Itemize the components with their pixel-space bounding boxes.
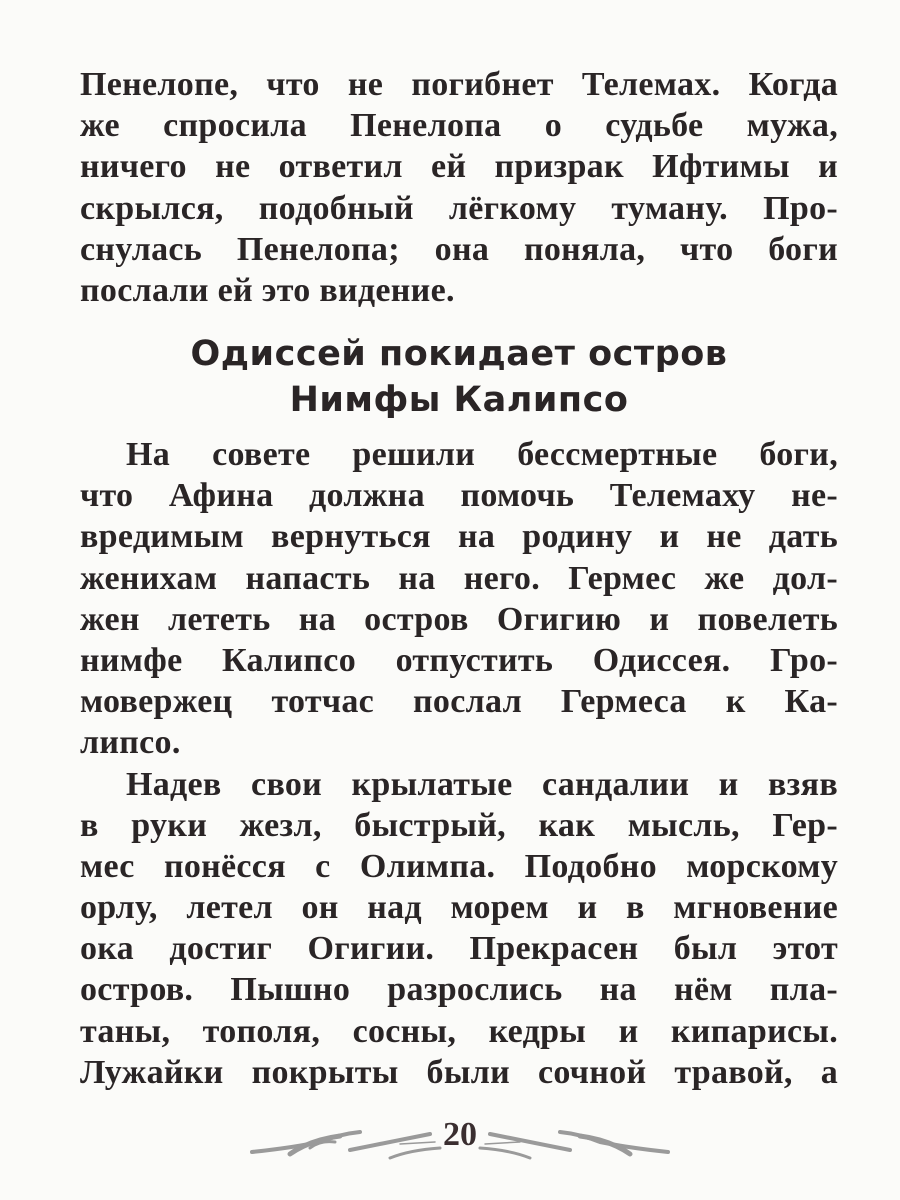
text-line: послали ей это видение. xyxy=(80,271,455,309)
chapter-heading xyxy=(80,331,838,423)
text-line: мес понёсся с Олимпа. Подобно морскому xyxy=(80,847,838,885)
text-line: же спросила Пенелопа о судьбе мужа, xyxy=(80,107,838,145)
text-line: На совете решили бессмертные боги, xyxy=(126,436,838,473)
text-line: нимфе Калипсо отпустить Одиссея. Гро- xyxy=(80,641,838,679)
text-line: Лужайки покрыты были сочной травой, а xyxy=(80,1053,838,1091)
text-line: Надев свои крылатые сандалии и взяв xyxy=(126,765,838,803)
text-line: скрылся, подобный лёгкому туману. Про- xyxy=(80,189,838,227)
page-number: 20 xyxy=(443,1116,477,1153)
text-line: женихам напасть на него. Гермес же дол- xyxy=(80,559,838,597)
body-text xyxy=(80,434,838,1093)
text-line: вредимым вернуться на родину и не дать xyxy=(80,518,838,556)
text-line: снулась Пенелопа; она поняла, что боги xyxy=(80,230,838,268)
text-line: остров. Пышно разрослись на нём пла- xyxy=(80,971,838,1009)
heading-line: Одиссей покидает остров xyxy=(190,334,728,374)
text-line: липсо. xyxy=(80,724,181,762)
page-footer xyxy=(250,1112,670,1162)
text-line: таны, тополя, сосны, кедры и кипарисы. xyxy=(80,1012,838,1050)
text-line: Пенелопе, что не погибнет Телемах. Когда xyxy=(80,66,838,103)
heading-line: Нимфы Калипсо xyxy=(289,380,629,420)
text-line: что Афина должна помочь Телемаху не- xyxy=(80,477,838,515)
text-line: орлу, летел он над морем и в мгновение xyxy=(80,889,838,927)
text-line: в руки жезл, быстрый, как мысль, Гер- xyxy=(80,806,838,844)
text-line: мовержец тотчас послал Гермеса к Ка- xyxy=(80,683,838,721)
text-line: жен лететь на остров Огигию и повелеть xyxy=(80,600,838,638)
paragraph-top xyxy=(80,64,838,311)
text-line: ока достиг Огигии. Прекрасен был этот xyxy=(80,930,838,968)
text-line: ничего не ответил ей призрак Ифтимы и xyxy=(80,148,838,186)
